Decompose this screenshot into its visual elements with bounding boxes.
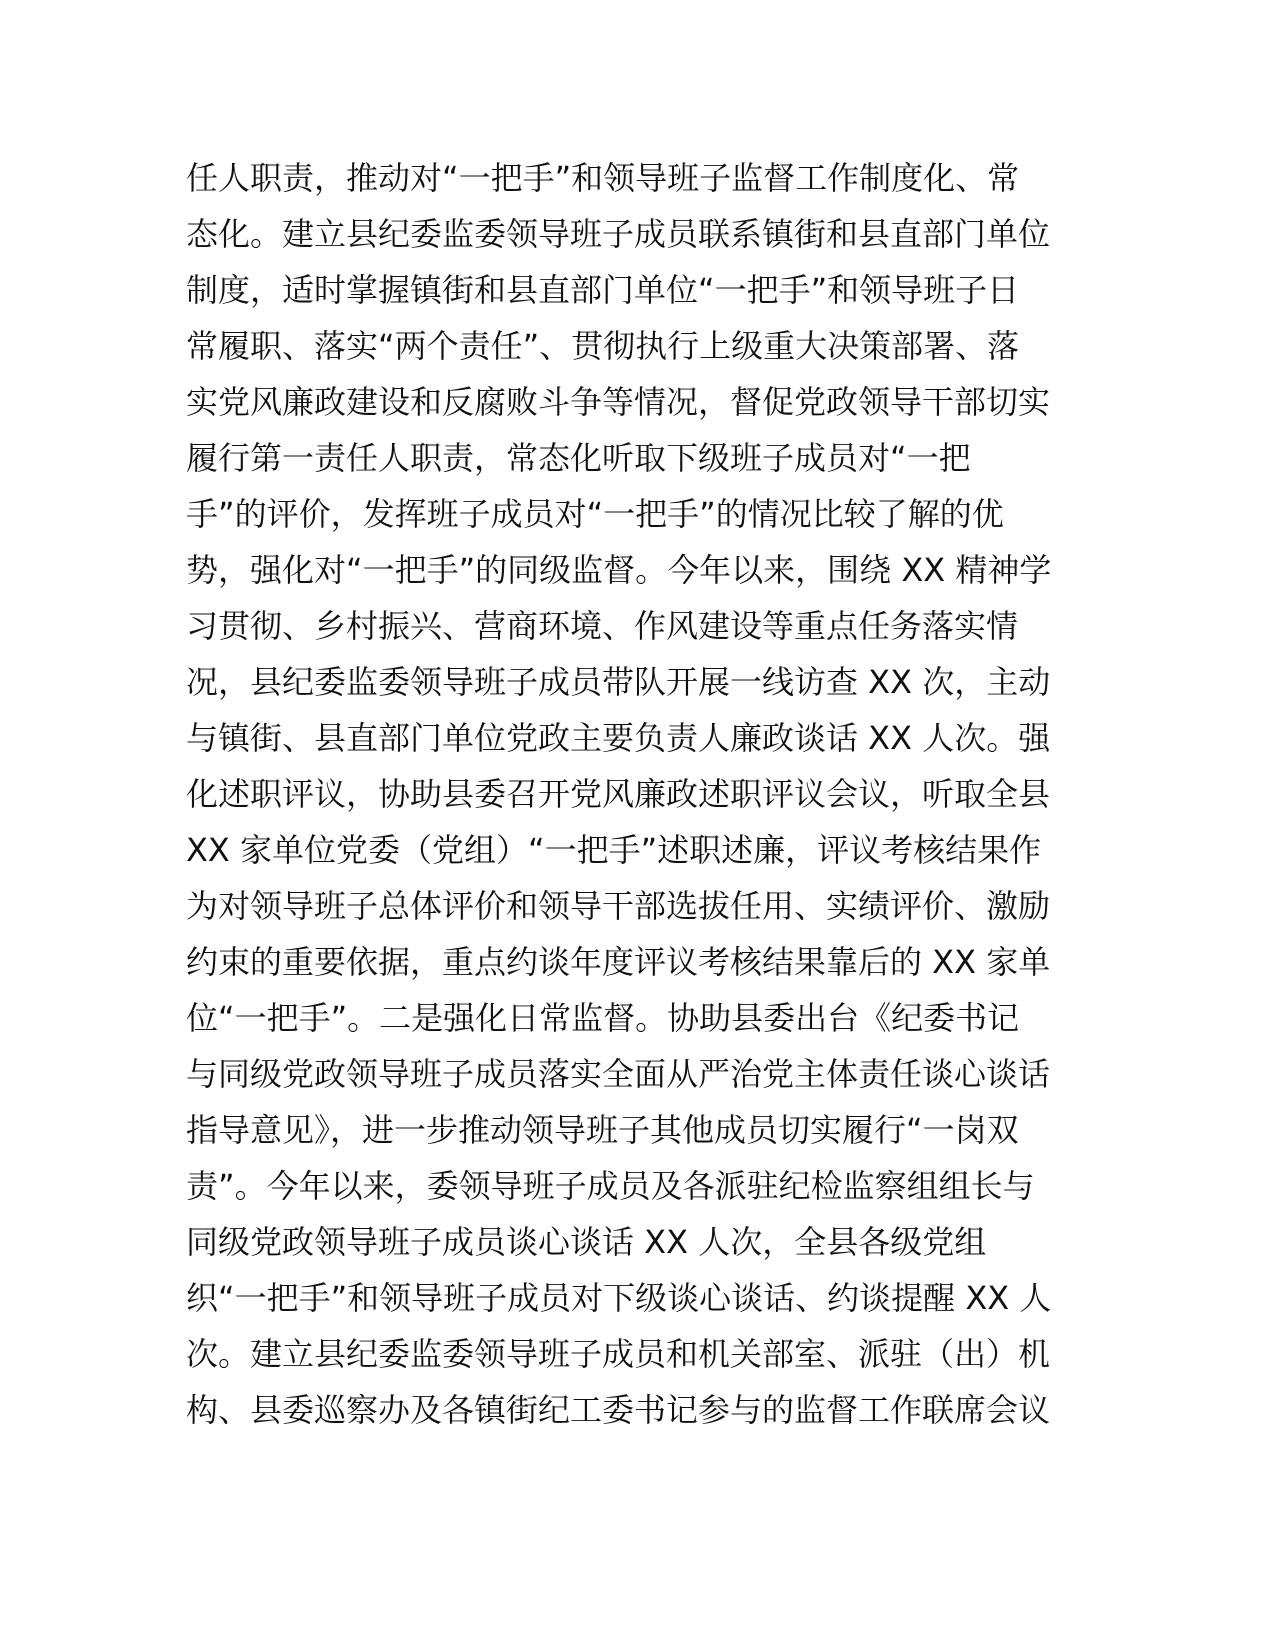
- text-line: 为对领导班子总体评价和领导干部选拔任用、实绩评价、激励: [186, 887, 1051, 925]
- text-line: 势，强化对“一把手”的同级监督。今年以来，围绕 XX 精神学: [186, 551, 1052, 589]
- text-line: 同级党政领导班子成员谈心谈话 XX 人次，全县各级党组: [186, 1223, 987, 1261]
- text-line: 位“一把手”。二是强化日常监督。协助县委出台《纪委书记: [186, 999, 1020, 1037]
- text-line: 任人职责，推动对“一把手”和领导班子监督工作制度化、常: [186, 159, 1020, 197]
- text-line: 次。建立县纪委监委领导班子成员和机关部室、派驻（出）机: [186, 1335, 1051, 1373]
- text-line: 构、县委巡察办及各镇街纪工委书记参与的监督工作联席会议: [186, 1391, 1051, 1429]
- body-paragraph: [186, 150, 1086, 1438]
- text-line: 常履职、落实“两个责任”、贯彻执行上级重大决策部署、落: [186, 327, 1020, 365]
- text-line: 习贯彻、乡村振兴、营商环境、作风建设等重点任务落实情: [186, 607, 1019, 645]
- text-line: 织“一把手”和领导班子成员对下级谈心谈话、约谈提醒 XX 人: [186, 1279, 1052, 1317]
- text-line: 化述职评议，协助县委召开党风廉政述职评议会议，听取全县: [186, 775, 1051, 813]
- text-line: 指导意见》，进一步推动领导班子其他成员切实履行“一岗双: [186, 1111, 1019, 1149]
- text-line: XX 家单位党委（党组）“一把手”述职述廉，评议考核结果作: [186, 831, 1042, 869]
- text-line: 与镇街、县直部门单位党政主要负责人廉政谈话 XX 人次。强: [186, 719, 1051, 757]
- text-line: 手”的评价，发挥班子成员对“一把手”的情况比较了解的优: [186, 495, 1004, 533]
- text-line: 实党风廉政建设和反腐败斗争等情况，督促党政领导干部切实: [186, 383, 1051, 421]
- text-line: 态化。建立县纪委监委领导班子成员联系镇街和县直部门单位: [186, 215, 1051, 253]
- text-line: 况，县纪委监委领导班子成员带队开展一线访查 XX 次，主动: [186, 663, 1051, 701]
- text-line: 履行第一责任人职责，常态化听取下级班子成员对“一把: [186, 439, 971, 477]
- text-line: 约束的重要依据，重点约谈年度评议考核结果靠后的 XX 家单: [186, 943, 1051, 981]
- text-line: 与同级党政领导班子成员落实全面从严治党主体责任谈心谈话: [186, 1055, 1051, 1093]
- text-line: 责”。今年以来，委领导班子成员及各派驻纪检监察组组长与: [186, 1167, 1035, 1205]
- text-line: 制度，适时掌握镇街和县直部门单位“一把手”和领导班子日: [186, 271, 1020, 309]
